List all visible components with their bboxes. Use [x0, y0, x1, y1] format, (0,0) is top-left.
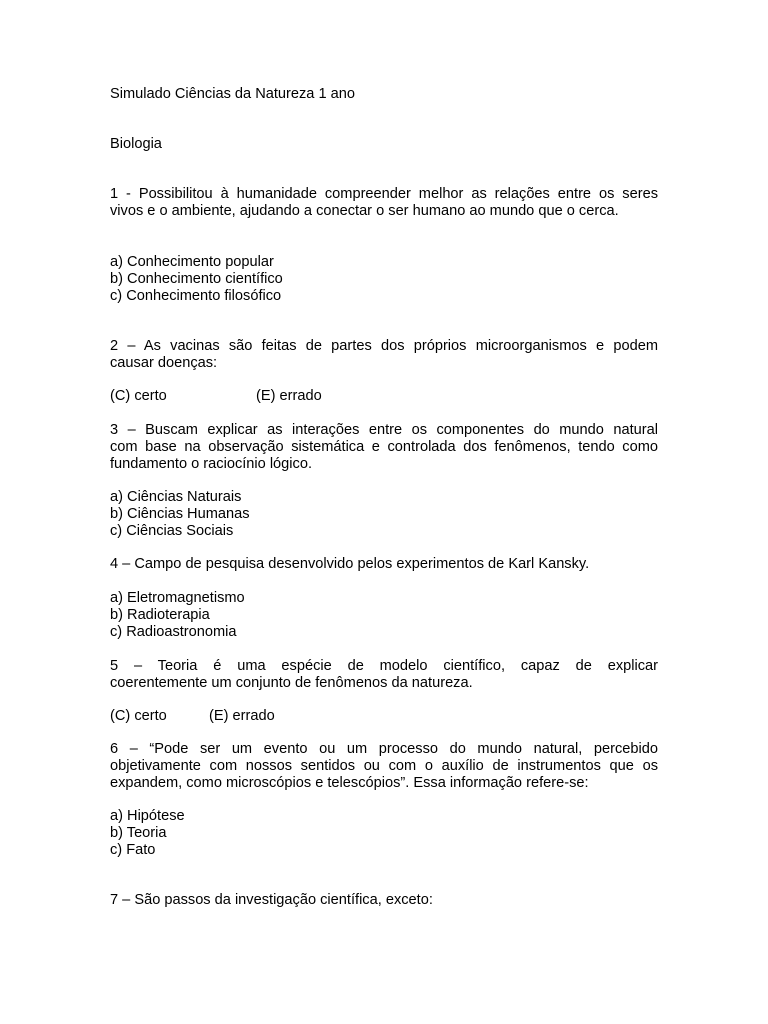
option-a: a) Eletromagnetismo	[110, 590, 245, 606]
question-6-line-3: expandem, como microscópios e telescópios”. Essa informação refere-se:	[110, 775, 589, 791]
option-b: b) Teoria	[110, 825, 167, 841]
option-b: b) Radioterapia	[110, 607, 210, 623]
option-c: c) Ciências Sociais	[110, 523, 234, 539]
question-5-certo: (C) certo	[110, 708, 167, 724]
question-3-options	[110, 489, 658, 540]
question-6-options	[110, 808, 658, 859]
option-a: a) Hipótese	[110, 808, 185, 824]
question-2-certo: (C) certo	[110, 388, 167, 404]
question-1-options	[110, 254, 658, 305]
question-2-line-1: 2 – As vacinas são feitas de partes dos próprios microorganismos e podem	[110, 338, 658, 354]
question-2-text	[110, 338, 658, 372]
question-5-errado: (E) errado	[209, 708, 275, 724]
question-7-text: 7 – São passos da investigação científica, exceto:	[110, 892, 433, 908]
option-c: c) Fato	[110, 842, 156, 858]
question-5-line-2: coerentemente um conjunto de fenômenos da natureza.	[110, 675, 473, 691]
option-b: b) Ciências Humanas	[110, 506, 250, 522]
question-4-options	[110, 590, 658, 641]
option-a: a) Ciências Naturais	[110, 489, 242, 505]
question-1-line-2: vivos e o ambiente, ajudando a conectar o ser humano ao mundo que o cerca.	[110, 203, 619, 219]
question-6-line-1: 6 – “Pode ser um evento ou um processo do mundo natural, percebido	[110, 741, 658, 757]
option-c: c) Conhecimento filosófico	[110, 288, 282, 304]
subject-heading: Biologia	[110, 136, 162, 152]
document-title: Simulado Ciências da Natureza 1 ano	[110, 86, 355, 102]
question-5-line-1: 5 – Teoria é uma espécie de modelo científico, capaz de explicar	[110, 658, 658, 674]
option-c: c) Radioastronomia	[110, 624, 237, 640]
question-6-line-2: objetivamente com nossos sentidos ou com o auxílio de instrumentos que os	[110, 758, 658, 774]
option-b: b) Conhecimento científico	[110, 271, 283, 287]
question-3-text	[110, 422, 658, 473]
question-3-line-3: fundamento o raciocínio lógico.	[110, 456, 313, 472]
question-6-text	[110, 741, 658, 792]
question-3-line-2: com base na observação sistemática e controlada dos fenômenos, tendo como	[110, 439, 658, 455]
question-1-text	[110, 186, 658, 220]
option-a: a) Conhecimento popular	[110, 254, 274, 270]
question-1-line-1: 1 - Possibilitou à humanidade compreender melhor as relações entre os seres	[110, 186, 658, 202]
question-4-text: 4 – Campo de pesquisa desenvolvido pelos experimentos de Karl Kansky.	[110, 556, 590, 572]
question-2-errado: (E) errado	[256, 388, 322, 404]
question-2-line-2: causar doenças:	[110, 355, 218, 371]
question-3-line-1: 3 – Buscam explicar as interações entre os componentes do mundo natural	[110, 422, 658, 438]
question-5-text	[110, 658, 658, 692]
